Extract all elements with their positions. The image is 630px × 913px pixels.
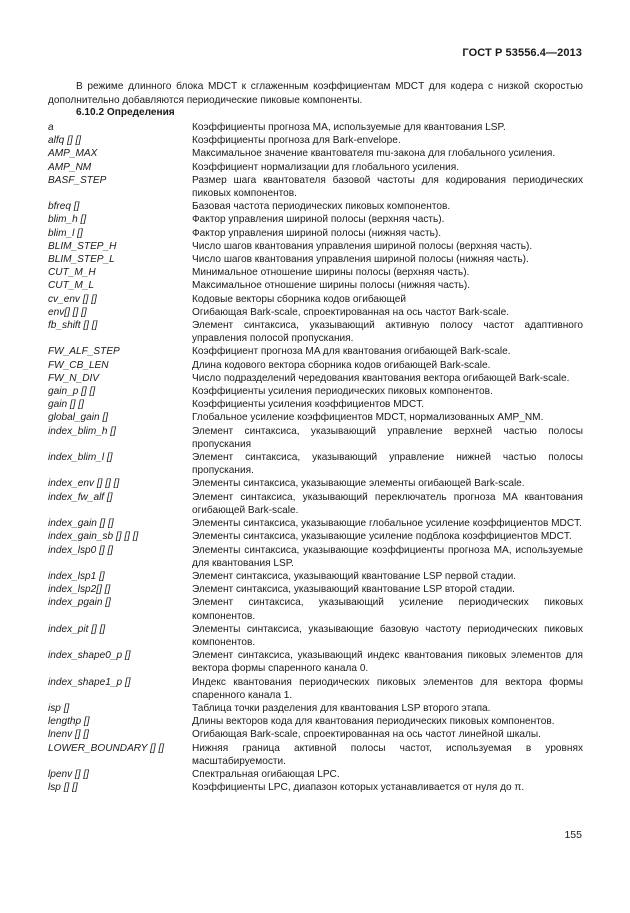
definition-description: Длина кодового вектора сборника кодов огибающей Bark-scale. [192,359,491,371]
definition-row [48,491,583,517]
definition-description: Таблица точки разделения для квантования LSP второго этапа. [192,702,491,714]
definition-description: Фактор управления шириной полосы (нижняя часть). [192,227,442,239]
definition-description: Коэффициенты усиления периодических пиковых компонентов. [192,386,493,398]
definition-term: index_fw_alf [] [48,491,113,503]
definition-row [48,227,583,240]
definition-row [48,359,583,372]
page-number: 155 [564,829,582,841]
definition-description: Элементы синтаксиса, указывающие элементы огибающей Bark-scale. [192,478,525,490]
intro-paragraph [48,80,583,108]
definition-row [48,174,583,200]
definition-term: index_env [] [] [] [48,478,120,490]
definition-term: index_lsp2[] [] [48,584,111,596]
definition-term: index_shape1_p [] [48,676,131,688]
definition-term: blim_h [] [48,214,87,226]
definition-description: Минимальное отношение ширины полосы (верхняя часть). [192,267,470,279]
definition-row [48,530,583,543]
definition-term: alfq [] [] [48,135,82,147]
definition-term: index_gain [] [] [48,518,114,530]
definition-term: cv_env [] [] [48,293,97,305]
definition-term: index_blim_l [] [48,452,113,464]
definition-description: Базовая частота периодических пиковых компонентов. [192,201,451,213]
definition-row [48,398,583,411]
definition-row [48,240,583,253]
definition-row [48,319,583,345]
definition-description: Элемент синтаксиса, указывающий индекс квантования пиковых элементов для вектора формы спаренного канала 0. [192,650,583,675]
definition-description: Коэффициенты прогноза для Bark-envelope. [192,135,401,147]
definition-row [48,200,583,213]
definition-description: Элемент синтаксиса, указывающий управление верхней частью полосы пропускания [192,425,583,450]
definition-description: Число шагов квантования управления шириной полосы (нижняя часть). [192,254,529,266]
definition-term: lpenv [] [] [48,768,89,780]
definition-term: index_lsp0 [] [] [48,544,114,556]
definition-description: Максимальное значение квантователя mu-закона для глобального усиления. [192,148,556,160]
definition-term: blim_l [] [48,227,83,239]
definition-row [48,781,583,794]
definition-row [48,266,583,279]
definition-row [48,649,583,675]
definition-description: Элемент синтаксиса, указывающий активную полосу частот адаптивного управления полосой пропускания. [192,320,583,345]
definition-term: AMP_NM [48,161,92,173]
definition-row [48,306,583,319]
definition-description: Огибающая Bark-scale, спроектированная на ось частот Bark-scale. [192,306,510,318]
definition-term: gain_p [] [] [48,386,96,398]
definition-description: Коэффициенты усиления коэффициентов MDCT. [192,399,425,411]
definition-row [48,623,583,649]
definition-term: index_pgain [] [48,597,111,609]
definition-description: Элемент синтаксиса, указывающий квантование LSP первой стадии. [192,570,517,582]
definition-description: Коэффициенты прогноза MA, используемые для квантования LSP. [192,122,506,133]
definition-row [48,147,583,160]
definition-term: AMP_MAX [48,148,98,160]
definition-row [48,544,583,570]
definition-term: BLIM_STEP_H [48,240,117,252]
definition-description: Коэффициент нормализации для глобального усиления. [192,161,460,173]
definition-description: Элементы синтаксиса, указывающие глобальное усиление коэффициентов MDCT. [192,518,582,530]
definition-description: Элемент синтаксиса, указывающий квантование LSP второй стадии. [192,584,515,596]
definition-term: index_pit [] [] [48,623,106,635]
definition-description: Элементы синтаксиса, указывающие коэффициенты прогноза MA, используемые для квантования LSP. [192,544,583,569]
definition-description: Длины векторов кода для квантования периодических пиковых компонентов. [192,716,555,728]
definition-row [48,451,583,477]
definition-description: Размер шага квантователя базовой частоты для кодирования периодических пиковых компонентов. [192,174,583,200]
definition-term: env[] [] [] [48,306,87,318]
definition-row [48,372,583,385]
definition-row [48,213,583,226]
definition-row [48,253,583,266]
definition-row [48,345,583,358]
definition-term: a [48,122,54,133]
document-header: ГОСТ Р 53556.4—2013 [462,47,582,59]
definition-row [48,596,583,622]
definition-row [48,702,583,715]
definition-term: LOWER_BOUNDARY [] [] [48,742,165,754]
definition-description: Коэффициент прогноза MA для квантования огибающей Bark-scale. [192,346,511,358]
definition-description: Спектральная огибающая LPC. [192,768,340,780]
definition-row [48,121,583,134]
definition-term: global_gain [] [48,412,109,424]
definition-row [48,676,583,702]
definition-description: Элементы синтаксиса, указывающие усиление подблока коэффициентов MDCT. [192,531,572,543]
definition-term: index_lsp1 [] [48,570,105,582]
definition-term: CUT_M_H [48,267,96,279]
definition-term: lengthp [] [48,716,90,728]
definition-term: gain [] [] [48,399,84,411]
definition-row [48,768,583,781]
definition-row [48,161,583,174]
definition-term: index_blim_h [] [48,425,116,437]
definition-term: BASF_STEP [48,174,107,186]
definition-description: Элемент синтаксиса, указывающий управление нижней частью полосы пропускания. [192,452,583,477]
definition-term: lnenv [] [] [48,729,89,741]
definition-term: CUT_M_L [48,280,94,292]
definitions-list [48,121,583,794]
definition-row [48,583,583,596]
definition-description: Кодовые векторы сборника кодов огибающей [192,293,407,305]
definition-description: Огибающая Bark-scale, спроектированная на ось частот линейной шкалы. [192,729,541,741]
definition-row [48,477,583,490]
definition-description: Элементы синтаксиса, указывающие базовую частоту периодических пиковых компонентов. [192,623,583,648]
definition-row [48,411,583,424]
definition-term: isp [] [48,702,70,714]
definition-description: Нижняя граница активной полосы частот, используемая в уровнях масштабируемости. [192,742,583,767]
definition-description: Индекс квантования периодических пиковых элементов для вектора формы спаренного канала 1. [192,676,583,701]
definition-description: Фактор управления шириной полосы (верхняя часть). [192,214,445,226]
definition-description: Глобальное усиление коэффициентов MDCT, нормализованных AMP_NM. [192,412,544,424]
definition-row [48,570,583,583]
definition-description: Коэффициенты LPC, диапазон которых устанавливается от нуля до π. [192,782,525,794]
intro-text: В режиме длинного блока MDCT к сглаженным коэффициентам MDCT для кодера с низкой скоростью дополнительно добавляются периодические пиковые компоненты. [48,81,583,106]
definition-row [48,385,583,398]
definition-term: FW_ALF_STEP [48,346,120,358]
definition-term: FW_N_DIV [48,372,100,384]
definition-row [48,279,583,292]
definition-row [48,728,583,741]
definition-description: Максимальное отношение ширины полосы (нижняя часть). [192,280,471,292]
definition-description: Элемент синтаксиса, указывающий усиление периодических пиковых компонентов. [192,597,583,622]
definition-term: lsp [] [] [48,782,78,794]
section-title: 6.10.2 Определения [76,107,175,118]
definition-description: Число шагов квантования управления шириной полосы (верхняя часть). [192,240,533,252]
definition-row [48,134,583,147]
definition-row [48,293,583,306]
definition-description: Элемент синтаксиса, указывающий переключатель прогноза MA квантования огибающей Bark-scale. [192,491,583,516]
definition-term: FW_CB_LEN [48,359,109,371]
definition-row [48,517,583,530]
definition-term: index_gain_sb [] [] [] [48,531,139,543]
definition-term: bfreq [] [48,201,80,213]
definition-row [48,742,583,768]
definition-term: index_shape0_p [] [48,650,131,662]
definition-term: BLIM_STEP_L [48,254,115,266]
definition-description: Число подразделений чередования квантования вектора огибающей Bark-scale. [192,372,570,384]
definition-row [48,715,583,728]
definition-term: fb_shift [] [] [48,320,98,332]
definition-row [48,425,583,451]
